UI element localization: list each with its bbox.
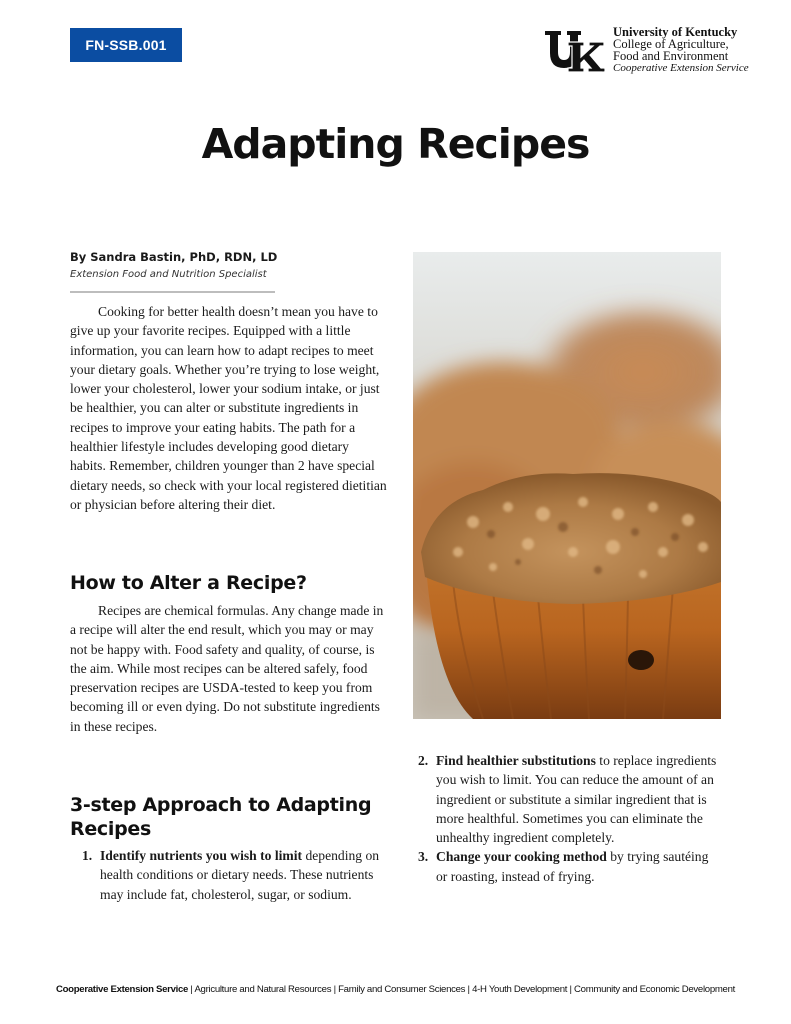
uk-logo-icon [544, 28, 606, 74]
step-number: 3. [418, 849, 429, 865]
org-college-line2: Food and Environment [613, 49, 729, 63]
muffin-photo [413, 252, 721, 719]
divider [70, 291, 275, 293]
list-item [418, 751, 718, 847]
step-text: by trying sautéing or roasting, instead of frying. [436, 849, 709, 884]
step-number: 1. [82, 848, 93, 863]
list-item [82, 846, 382, 904]
author-byline: By Sandra Bastin, PhD, RDN, LD [70, 250, 278, 264]
alter-paragraph: Recipes are chemical formulas. Any change made in a recipe will alter the end result, which you may or may not be happy with. Food safety and quality, of course, is the aim. While most recipes can be altered safely, food preservation recipes are USDA-tested to keep you from becoming ill or even dying. Do not substitute ingredients in these recipes. [70, 603, 384, 734]
steps-list-left [82, 846, 382, 904]
org-block [613, 26, 783, 74]
step-text: to replace ingredients you wish to limit. You can reduce the amount of an ingredient or substitute a similar ingredient that is more healthful. Sometimes you can eliminate the unhealthy ingredient completely. [436, 753, 717, 846]
author-role: Extension Food and Nutrition Specialist [70, 269, 267, 280]
footer-lead: Cooperative Extension Service [55, 984, 189, 995]
footer-program-areas [0, 984, 791, 995]
section-heading-steps: 3-step Approach to Adapting Recipes [70, 794, 372, 840]
page-title: Adapting Recipes [201, 120, 590, 168]
list-item [418, 847, 718, 886]
doc-id-badge: FN-SSB.001 [70, 28, 182, 62]
intro-paragraph: Cooking for better health doesn’t mean you have to give up your favorite recipes. Equipped with a little information, you can learn how to adapt recipes to meet your dietary goals. Whether you’re trying to lose weight, lower your cholesterol, lower your sodium intake, or just be healthier, you can alter or substitute ingredients in recipes to improve your eating habits. The path for a healthier lifestyle includes developing good dietary habits. Remember, children younger than 2 have special dietary needs, so check with your local registered dietitian or physician before altering their diet. [70, 304, 387, 512]
steps-list-right [418, 751, 718, 886]
step-lead: Change your cooking method [436, 849, 607, 865]
step-number: 2. [418, 753, 429, 768]
section-heading-alter: How to Alter a Recipe? [70, 572, 307, 594]
step-lead: Identify nutrients you wish to limit [100, 848, 303, 863]
footer-text: | Agriculture and Natural Resources | Family and Consumer Sciences | 4-H Youth Development | Community and Economic Development [188, 984, 735, 995]
org-university: University of Kentucky [613, 25, 738, 39]
step-lead: Find healthier substitutions [436, 753, 596, 768]
step-text: depending on health conditions or dietary needs. These nutrients may include fat, cholesterol, sugar, or sodium. [100, 848, 380, 902]
org-service: Cooperative Extension Service [613, 62, 749, 74]
muffin-illustration [413, 252, 721, 719]
org-college-line1: College of Agriculture, [613, 37, 729, 51]
